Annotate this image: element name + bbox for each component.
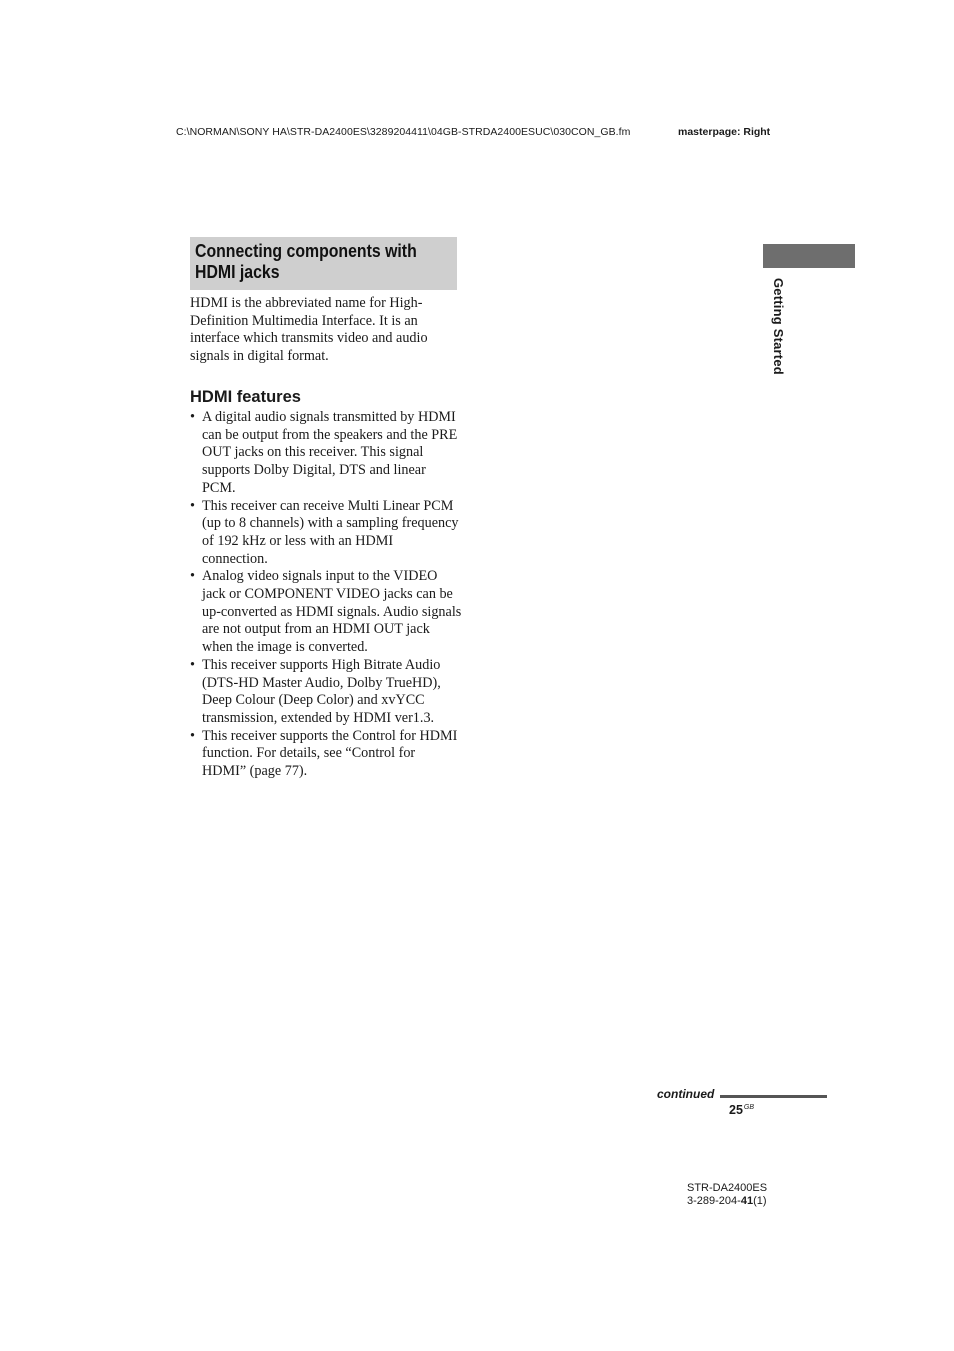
intro-paragraph: HDMI is the abbreviated name for High-Definition Multimedia Interface. It is an interface which transmits video and audio signals in digital format. xyxy=(190,295,428,364)
list-item-text: This receiver supports the Control for HDMI function. For details, see “Control for HDMI” (page 77). xyxy=(202,727,458,780)
header-masterpage: masterpage: Right xyxy=(678,126,771,138)
model-code-prefix: 3-289-204- xyxy=(687,1194,741,1207)
page-number-suffix: GB xyxy=(743,1103,755,1111)
bullet-icon: • xyxy=(190,656,195,673)
bullet-icon: • xyxy=(190,497,195,514)
continued-label: continued xyxy=(657,1087,715,1101)
model-code xyxy=(687,1195,767,1208)
features-list xyxy=(190,409,462,781)
section-title: Connecting components with HDMI jacks xyxy=(195,241,417,282)
bullet-icon: • xyxy=(190,409,195,425)
model-code-suffix: (1) xyxy=(753,1194,767,1207)
header-file-path: C:\NORMAN\SONY HA\STR-DA2400ES\3289204411\04GB-STRDA2400ESUC\030CON_GB.fm xyxy=(176,126,631,138)
page-number xyxy=(729,1103,754,1117)
bullet-icon: • xyxy=(190,568,195,585)
model-code-bold: 41 xyxy=(740,1194,754,1207)
continued-rule xyxy=(720,1095,827,1098)
list-item-text: Analog video signals input to the VIDEO jack or COMPONENT VIDEO jacks can be up-converted as HDMI signals. Audio signals are not output from an HDMI OUT jack when the image is converted. xyxy=(202,568,462,656)
list-item-text: This receiver can receive Multi Linear PCM (up to 8 channels) with a sampling frequency of 192 kHz or less with an HDMI connection. xyxy=(202,497,459,567)
list-item xyxy=(190,498,462,569)
features-heading: HDMI features xyxy=(190,388,301,406)
list-item-text: This receiver supports High Bitrate Audio (DTS-HD Master Audio, Dolby TrueHD), Deep Colour (Deep Color) and xvYCC transmission, extended by HDMI ver1.3. xyxy=(202,656,441,726)
list-item xyxy=(190,728,462,781)
list-item xyxy=(190,568,462,657)
model-name: STR-DA2400ES xyxy=(687,1182,768,1194)
section-title-box xyxy=(190,237,457,290)
list-item-text: A digital audio signals transmitted by HDMI can be output from the speakers and the PRE OUT jacks on this receiver. This signal supports Dolby Digital, DTS and linear PCM. xyxy=(202,409,458,496)
model-info xyxy=(687,1182,767,1207)
list-item xyxy=(190,409,462,498)
chapter-tab-label: Getting Started xyxy=(771,278,786,375)
chapter-tab xyxy=(763,244,855,268)
bullet-icon: • xyxy=(190,727,195,744)
list-item xyxy=(190,657,462,728)
page-number-value: 25 xyxy=(729,1103,743,1117)
